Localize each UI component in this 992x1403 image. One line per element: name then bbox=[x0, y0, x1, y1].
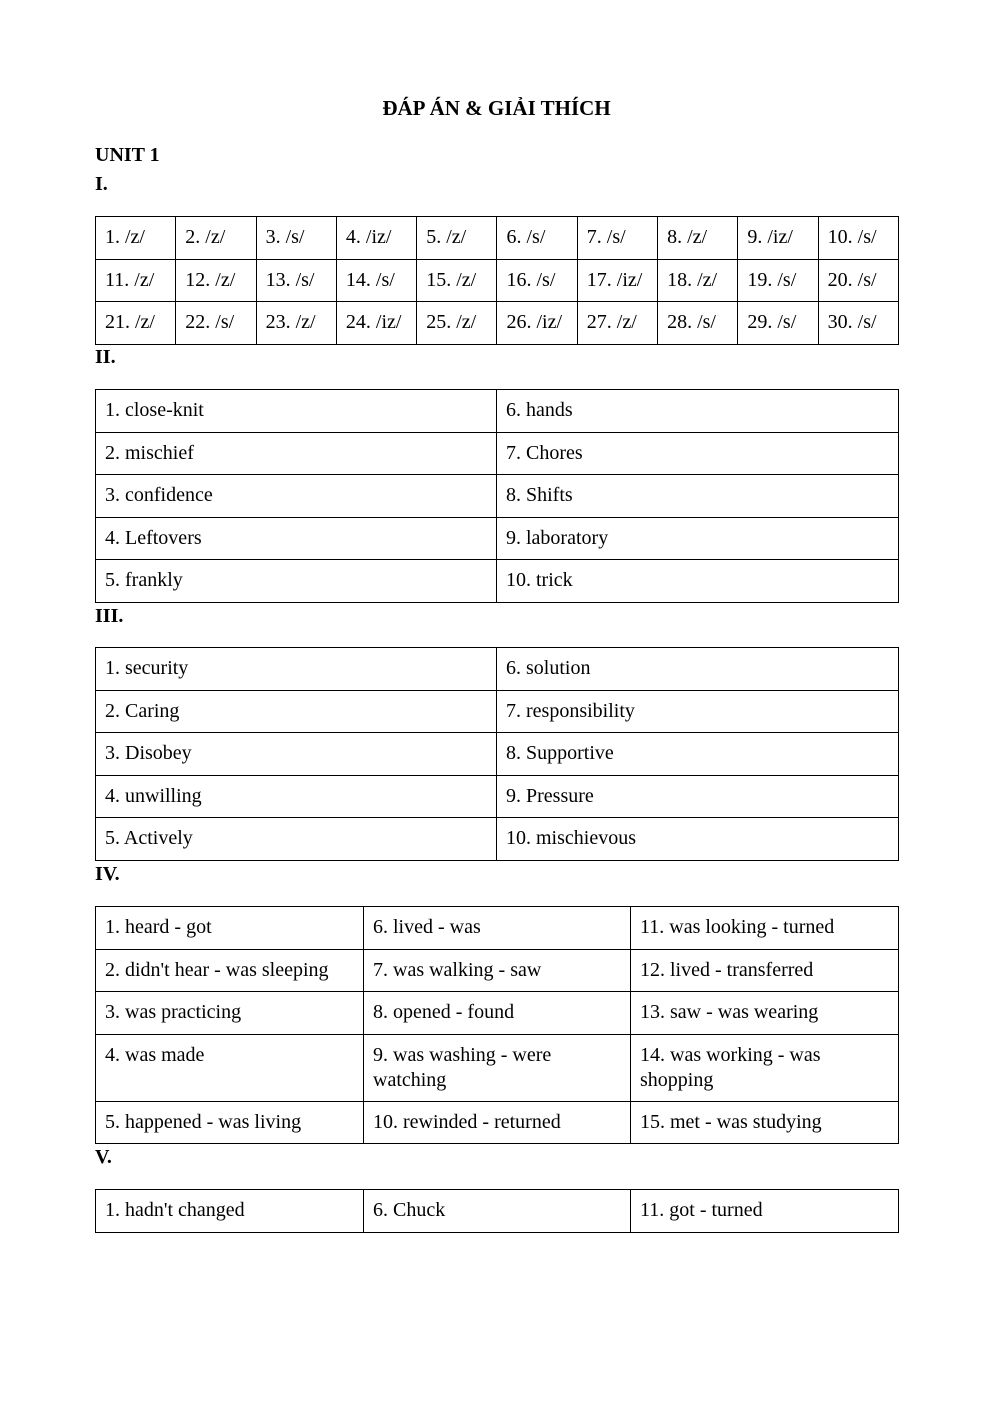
page-title: ĐÁP ÁN & GIẢI THÍCH bbox=[382, 96, 611, 120]
table-row bbox=[96, 390, 899, 433]
section-heading-1: I. bbox=[95, 173, 108, 195]
table-row bbox=[96, 733, 899, 776]
table-row bbox=[96, 475, 899, 518]
table-row bbox=[96, 1101, 899, 1144]
table-row bbox=[96, 949, 899, 992]
answer-cell: 7. /s/ bbox=[577, 217, 657, 260]
answer-cell: 19. /s/ bbox=[738, 259, 818, 302]
table-row bbox=[96, 259, 899, 302]
answer-cell: 25. /z/ bbox=[417, 302, 497, 345]
section-heading-2: II. bbox=[95, 346, 116, 368]
answer-cell: 2. /z/ bbox=[176, 217, 256, 260]
answer-cell: 6. solution bbox=[497, 648, 899, 691]
answer-cell: 11. was looking - turned bbox=[631, 907, 899, 950]
table-row bbox=[96, 992, 899, 1035]
answer-cell: 23. /z/ bbox=[256, 302, 336, 345]
answer-cell: 2. didn't hear - was sleeping bbox=[96, 949, 364, 992]
answer-cell: 16. /s/ bbox=[497, 259, 577, 302]
answer-cell: 1. /z/ bbox=[96, 217, 176, 260]
answer-cell: 28. /s/ bbox=[658, 302, 738, 345]
answer-cell: 14. /s/ bbox=[336, 259, 416, 302]
answer-cell: 8. /z/ bbox=[658, 217, 738, 260]
answer-cell: 14. was working - was shopping bbox=[631, 1034, 899, 1101]
answer-cell: 5. frankly bbox=[96, 560, 497, 603]
answer-cell: 1. hadn't changed bbox=[96, 1190, 364, 1233]
table-row bbox=[96, 560, 899, 603]
answer-cell: 7. was walking - saw bbox=[364, 949, 631, 992]
table-row bbox=[96, 1034, 899, 1101]
answer-cell: 4. /iz/ bbox=[336, 217, 416, 260]
answer-cell: 30. /s/ bbox=[818, 302, 898, 345]
answer-cell: 18. /z/ bbox=[658, 259, 738, 302]
answer-cell: 5. Actively bbox=[96, 818, 497, 861]
answer-cell: 9. was washing - were watching bbox=[364, 1034, 631, 1101]
table-row bbox=[96, 907, 899, 950]
answer-cell: 4. Leftovers bbox=[96, 517, 497, 560]
answer-cell: 4. was made bbox=[96, 1034, 364, 1101]
section-4-table bbox=[95, 906, 899, 1144]
answer-cell: 13. saw - was wearing bbox=[631, 992, 899, 1035]
section-5-table bbox=[95, 1189, 899, 1233]
answer-cell: 10. /s/ bbox=[818, 217, 898, 260]
table-row bbox=[96, 648, 899, 691]
answer-cell: 6. lived - was bbox=[364, 907, 631, 950]
section-heading-5: V. bbox=[95, 1146, 112, 1168]
answer-cell: 12. lived - transferred bbox=[631, 949, 899, 992]
table-row bbox=[96, 818, 899, 861]
answer-cell: 7. Chores bbox=[497, 432, 899, 475]
section-heading-4: IV. bbox=[95, 863, 120, 885]
answer-cell: 3. was practicing bbox=[96, 992, 364, 1035]
answer-cell: 27. /z/ bbox=[577, 302, 657, 345]
answer-cell: 24. /iz/ bbox=[336, 302, 416, 345]
section-heading-3: III. bbox=[95, 605, 124, 627]
answer-cell: 12. /z/ bbox=[176, 259, 256, 302]
section-2-table bbox=[95, 389, 899, 603]
table-row bbox=[96, 690, 899, 733]
answer-cell: 8. Supportive bbox=[497, 733, 899, 776]
answer-cell: 8. opened - found bbox=[364, 992, 631, 1035]
table-row bbox=[96, 1190, 899, 1233]
answer-cell: 1. security bbox=[96, 648, 497, 691]
answer-cell: 11. got - turned bbox=[631, 1190, 899, 1233]
table-row bbox=[96, 517, 899, 560]
answer-cell: 5. /z/ bbox=[417, 217, 497, 260]
answer-cell: 22. /s/ bbox=[176, 302, 256, 345]
answer-cell: 10. trick bbox=[497, 560, 899, 603]
answer-cell: 2. mischief bbox=[96, 432, 497, 475]
answer-cell: 5. happened - was living bbox=[96, 1101, 364, 1144]
answer-cell: 3. confidence bbox=[96, 475, 497, 518]
answer-cell: 6. hands bbox=[497, 390, 899, 433]
answer-cell: 3. Disobey bbox=[96, 733, 497, 776]
answer-cell: 6. /s/ bbox=[497, 217, 577, 260]
answer-cell: 4. unwilling bbox=[96, 775, 497, 818]
answer-cell: 20. /s/ bbox=[818, 259, 898, 302]
answer-cell: 7. responsibility bbox=[497, 690, 899, 733]
answer-cell: 9. /iz/ bbox=[738, 217, 818, 260]
answer-cell: 15. /z/ bbox=[417, 259, 497, 302]
answer-cell: 10. rewinded - returned bbox=[364, 1101, 631, 1144]
answer-cell: 9. Pressure bbox=[497, 775, 899, 818]
answer-cell: 21. /z/ bbox=[96, 302, 176, 345]
answer-cell: 11. /z/ bbox=[96, 259, 176, 302]
answer-cell: 29. /s/ bbox=[738, 302, 818, 345]
answer-cell: 3. /s/ bbox=[256, 217, 336, 260]
section-3-table bbox=[95, 647, 899, 861]
answer-cell: 6. Chuck bbox=[364, 1190, 631, 1233]
answer-cell: 1. close-knit bbox=[96, 390, 497, 433]
answer-cell: 10. mischievous bbox=[497, 818, 899, 861]
section-1-table bbox=[95, 216, 899, 345]
table-row bbox=[96, 432, 899, 475]
table-row bbox=[96, 775, 899, 818]
answer-cell: 1. heard - got bbox=[96, 907, 364, 950]
answer-cell: 2. Caring bbox=[96, 690, 497, 733]
answer-cell: 26. /iz/ bbox=[497, 302, 577, 345]
unit-heading: UNIT 1 bbox=[95, 144, 160, 166]
answer-cell: 17. /iz/ bbox=[577, 259, 657, 302]
table-row bbox=[96, 302, 899, 345]
answer-cell: 8. Shifts bbox=[497, 475, 899, 518]
answer-cell: 9. laboratory bbox=[497, 517, 899, 560]
answer-cell: 13. /s/ bbox=[256, 259, 336, 302]
answer-cell: 15. met - was studying bbox=[631, 1101, 899, 1144]
table-row bbox=[96, 217, 899, 260]
